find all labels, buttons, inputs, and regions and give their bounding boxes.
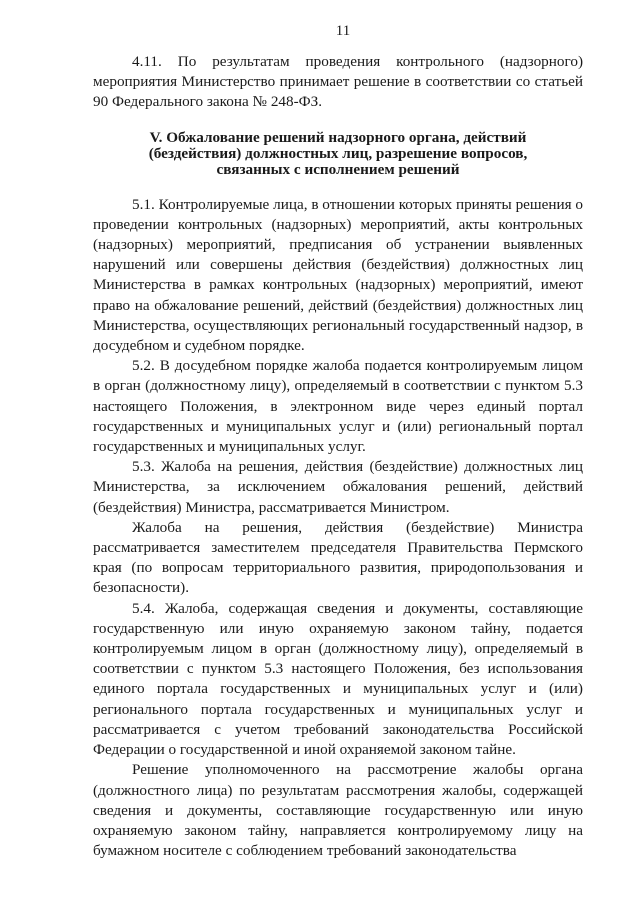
paragraph-5-4: 5.4. Жалоба, содержащая сведения и документы, составляющие государственную или иную охраняемую законом тайну, подается контролируемым лицом в орган (должностному лицу), определяемый в соответствии с пунктом 5.3 настоящего Положения, без использования единого портала государственных и муниципальных услуг и (или) регионального портала государственных и муниципальных услуг и рассматривается с учетом требований законодательства Российской Федерации о государственной и иной охраняемой законом тайне. (93, 599, 583, 759)
section-title-line-3: связанных с исполнением решений (216, 160, 460, 178)
paragraph-5-4-second: Решение уполномоченного на рассмотрение жалобы органа (должностного лица) по результатам рассмотрения жалобы, содержащей сведения и документы, составляющие государственную или иную охраняемую законом тайну, направляется контролируемому лицу на бумажном носителе с соблюдением требований законодательства (93, 761, 583, 860)
document-page (93, 22, 583, 861)
paragraph-5-3-second: Жалоба на решения, действия (бездействие) Министра рассматривается заместителем председателя Правительства Пермского края (по вопросам территориального развития, природопользования и безопасности). (93, 518, 583, 597)
section-title (93, 130, 583, 178)
paragraph-5-3: 5.3. Жалоба на решения, действия (бездействие) должностных лиц Министерства, за исключением обжалования решений, действий (бездействия) Министра, рассматривается Министром. (93, 458, 583, 516)
paragraph-5-1: 5.1. Контролируемые лица, в отношении которых приняты решения о проведении контрольных (надзорных) мероприятий, акты контрольных (надзорных) мероприятий, предписания об устранении выявленных нарушений или совершены действия (бездействия) должностных лиц Министерства в рамках контрольных (надзорных) мероприятий, имеют право на обжалование решений, действий (бездействия) должностных лиц Министерства, осуществляющих региональный государственный надзор, в досудебном и судебном порядке. (93, 195, 583, 355)
paragraph-4-11: 4.11. По результатам проведения контрольного (надзорного) мероприятия Министерство принимает решение в соответствии со статьей 90 Федерального закона № 248-ФЗ. (93, 53, 583, 111)
section-title-line-2: (бездействия) должностных лиц, разрешение вопросов, (148, 144, 528, 162)
section-title-line-1: V. Обжалование решений надзорного органа, действий (149, 128, 527, 146)
paragraph-5-2: 5.2. В досудебном порядке жалоба подается контролируемым лицом в орган (должностному лицу), определяемый в соответствии с пунктом 5.3 настоящего Положения, в электронном виде через единый портал государственных и муниципальных услуг и (или) региональный портал государственных и муниципальных услуг. (93, 357, 583, 456)
page-number: 11 (335, 23, 351, 39)
